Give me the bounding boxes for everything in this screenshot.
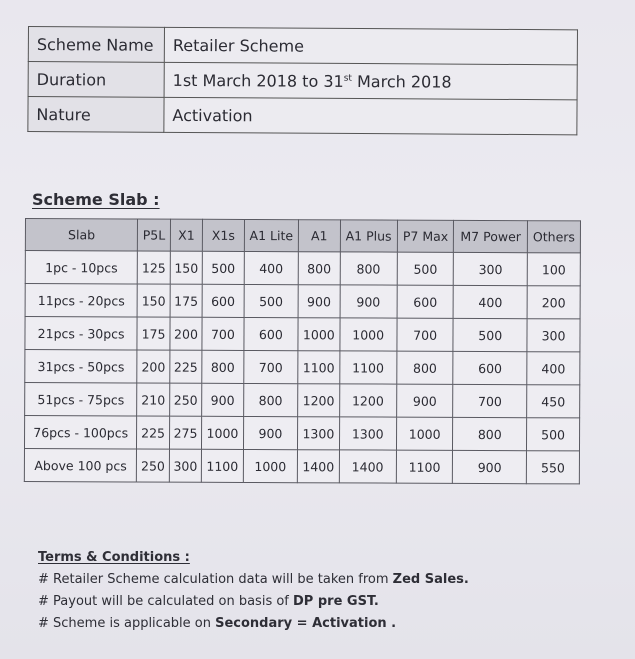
slab-value-cell: 800 bbox=[298, 252, 340, 285]
nature-label: Nature bbox=[28, 97, 164, 133]
slab-value-cell: 900 bbox=[340, 285, 397, 318]
slab-value-cell: 1000 bbox=[243, 449, 298, 482]
slab-header-cell: A1 bbox=[299, 220, 341, 252]
duration-value bbox=[164, 62, 577, 100]
slab-value-cell: 600 bbox=[202, 284, 244, 317]
slab-header-cell: A1 Plus bbox=[340, 220, 397, 252]
slab-header-cell: X1 bbox=[170, 219, 203, 251]
slab-value-cell: 900 bbox=[202, 383, 244, 416]
terms-line-2-bold: DP pre GST. bbox=[293, 594, 379, 609]
slab-range-cell: 31pcs - 50pcs bbox=[25, 350, 137, 383]
table-row bbox=[24, 416, 579, 451]
nature-row bbox=[28, 97, 577, 135]
slab-value-cell: 300 bbox=[527, 319, 580, 352]
slab-value-cell: 1300 bbox=[298, 417, 340, 450]
slab-value-cell: 1100 bbox=[396, 450, 453, 483]
slab-value-cell: 500 bbox=[202, 251, 244, 284]
slab-value-cell: 400 bbox=[527, 352, 580, 385]
terms-line-1 bbox=[38, 569, 469, 591]
slab-range-cell: Above 100 pcs bbox=[24, 449, 136, 482]
slab-value-cell: 1000 bbox=[396, 417, 453, 450]
slab-value-cell: 800 bbox=[397, 351, 454, 384]
slab-value-cell: 500 bbox=[244, 284, 299, 317]
slab-value-cell: 1000 bbox=[202, 416, 244, 449]
slab-value-cell: 800 bbox=[453, 417, 527, 450]
slab-value-cell: 500 bbox=[397, 252, 454, 285]
table-row bbox=[25, 383, 580, 418]
table-row bbox=[25, 350, 580, 385]
slab-header-cell: Others bbox=[527, 221, 580, 253]
scheme-info-table bbox=[27, 26, 578, 135]
slab-value-cell: 1100 bbox=[202, 449, 244, 482]
slab-header-cell: P7 Max bbox=[397, 220, 454, 252]
terms-line-3-bold: Secondary = Activation . bbox=[215, 616, 397, 631]
slab-value-cell: 125 bbox=[138, 251, 171, 284]
slab-value-cell: 225 bbox=[137, 416, 170, 449]
slab-range-cell: 1pc - 10pcs bbox=[25, 251, 137, 284]
slab-value-cell: 800 bbox=[340, 252, 397, 285]
slab-value-cell: 900 bbox=[453, 450, 527, 483]
slab-value-cell: 550 bbox=[526, 451, 579, 484]
slab-value-cell: 250 bbox=[169, 383, 202, 416]
slab-header-cell: P5L bbox=[138, 219, 171, 251]
duration-label: Duration bbox=[28, 62, 164, 98]
slab-value-cell: 600 bbox=[397, 285, 454, 318]
slab-value-cell: 175 bbox=[137, 317, 170, 350]
scheme-name-value: Retailer Scheme bbox=[164, 27, 577, 65]
scheme-slab-title: Scheme Slab : bbox=[32, 190, 160, 209]
slab-value-cell: 1100 bbox=[298, 351, 340, 384]
table-row bbox=[25, 284, 580, 319]
terms-line-2 bbox=[38, 591, 469, 613]
slab-value-cell: 400 bbox=[453, 285, 527, 318]
slab-value-cell: 225 bbox=[170, 350, 203, 383]
slab-header-cell: M7 Power bbox=[454, 220, 528, 252]
slab-value-cell: 300 bbox=[169, 449, 202, 482]
terms-section bbox=[38, 547, 469, 635]
slab-value-cell: 175 bbox=[170, 284, 203, 317]
slab-value-cell: 200 bbox=[137, 350, 170, 383]
slab-body bbox=[24, 251, 580, 484]
slab-value-cell: 900 bbox=[396, 384, 453, 417]
slab-value-cell: 700 bbox=[202, 317, 244, 350]
slab-value-cell: 500 bbox=[527, 418, 580, 451]
slab-header-cell: Slab bbox=[25, 219, 137, 251]
duration-sup: st bbox=[343, 73, 352, 84]
scheme-name-label: Scheme Name bbox=[28, 27, 164, 63]
scheme-slab-table bbox=[24, 218, 581, 484]
table-row bbox=[24, 449, 579, 484]
slab-value-cell: 500 bbox=[453, 318, 527, 351]
slab-value-cell: 1200 bbox=[339, 384, 396, 417]
duration-row bbox=[28, 62, 577, 100]
slab-value-cell: 800 bbox=[243, 383, 298, 416]
slab-value-cell: 700 bbox=[397, 318, 454, 351]
slab-value-cell: 600 bbox=[453, 351, 527, 384]
slab-value-cell: 700 bbox=[243, 350, 298, 383]
slab-header-cell: X1s bbox=[203, 219, 245, 251]
terms-line-2-text: # Payout will be calculated on basis of bbox=[38, 594, 294, 609]
slab-value-cell: 450 bbox=[527, 385, 580, 418]
terms-title: Terms & Conditions : bbox=[38, 550, 190, 565]
duration-start: 1st March 2018 to 31 bbox=[172, 70, 344, 91]
terms-line-1-text: # Retailer Scheme calculation data will be taken from bbox=[38, 572, 393, 587]
slab-value-cell: 1200 bbox=[298, 384, 340, 417]
slab-value-cell: 1300 bbox=[339, 417, 396, 450]
slab-value-cell: 800 bbox=[202, 350, 244, 383]
slab-value-cell: 250 bbox=[137, 449, 170, 482]
terms-line-3 bbox=[38, 613, 469, 635]
slab-value-cell: 275 bbox=[169, 416, 202, 449]
slab-value-cell: 700 bbox=[453, 384, 527, 417]
slab-value-cell: 150 bbox=[170, 251, 203, 284]
slab-value-cell: 1400 bbox=[339, 450, 396, 483]
nature-value: Activation bbox=[164, 97, 577, 135]
table-row bbox=[25, 317, 580, 352]
slab-value-cell: 200 bbox=[170, 317, 203, 350]
slab-value-cell: 900 bbox=[243, 416, 298, 449]
slab-value-cell: 150 bbox=[137, 284, 170, 317]
slab-value-cell: 1400 bbox=[298, 450, 340, 483]
slab-value-cell: 210 bbox=[137, 383, 170, 416]
slab-header-row bbox=[25, 219, 580, 253]
slab-value-cell: 1000 bbox=[298, 318, 340, 351]
slab-value-cell: 200 bbox=[527, 286, 580, 319]
slab-value-cell: 1000 bbox=[339, 318, 396, 351]
duration-end: March 2018 bbox=[351, 71, 452, 92]
table-row bbox=[25, 251, 580, 286]
slab-value-cell: 100 bbox=[527, 253, 580, 286]
terms-line-1-bold: Zed Sales. bbox=[392, 572, 469, 587]
slab-value-cell: 300 bbox=[454, 252, 528, 285]
slab-value-cell: 600 bbox=[244, 317, 299, 350]
slab-value-cell: 900 bbox=[298, 285, 340, 318]
slab-range-cell: 76pcs - 100pcs bbox=[24, 416, 136, 449]
slab-range-cell: 11pcs - 20pcs bbox=[25, 284, 137, 317]
terms-line-3-text: # Scheme is applicable on bbox=[38, 616, 216, 631]
slab-range-cell: 51pcs - 75pcs bbox=[25, 383, 137, 416]
slab-header-cell: A1 Lite bbox=[244, 219, 299, 251]
scheme-name-row bbox=[28, 27, 577, 65]
slab-range-cell: 21pcs - 30pcs bbox=[25, 317, 137, 350]
slab-value-cell: 400 bbox=[244, 251, 299, 284]
slab-value-cell: 1100 bbox=[339, 351, 396, 384]
